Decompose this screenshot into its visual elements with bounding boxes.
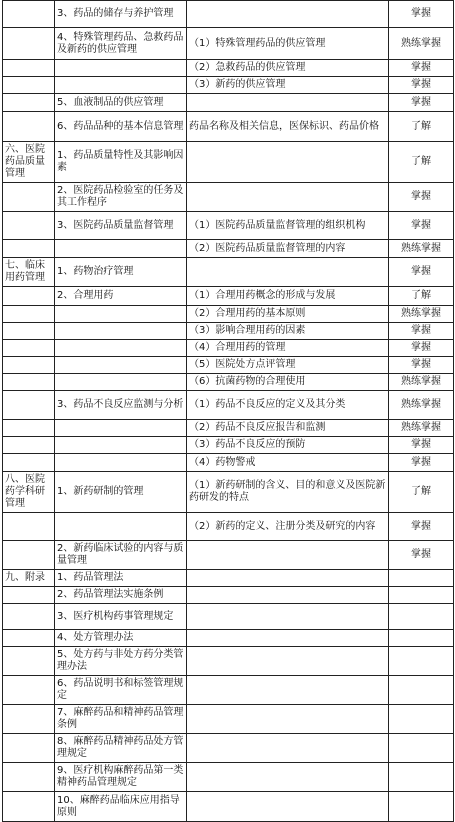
level-cell: 了解	[389, 472, 454, 513]
syllabus-table-body	[3, 1, 454, 822]
item-cell: 1、药物治疗管理	[55, 258, 187, 287]
table-row	[3, 705, 454, 734]
item-cell	[55, 513, 187, 541]
detail-cell: （3）影响合理用药的因素	[187, 323, 389, 340]
item-cell: 8、麻醉药品精神药品处方管理规定	[55, 734, 187, 763]
item-cell	[55, 420, 187, 437]
detail-cell: 药品名称及相关信息，医保标识、药品价格	[187, 112, 389, 142]
item-cell: 2、合理用药	[55, 287, 187, 306]
level-cell	[389, 705, 454, 734]
item-cell	[55, 240, 187, 258]
unit-cell	[3, 763, 55, 792]
level-cell	[389, 734, 454, 763]
unit-cell	[3, 454, 55, 472]
table-row	[3, 340, 454, 357]
level-cell: 熟练掌握	[389, 28, 454, 60]
item-cell: 2、医院药品检验室的任务及其工作程序	[55, 183, 187, 212]
table-row	[3, 287, 454, 306]
item-cell	[55, 454, 187, 472]
unit-cell	[3, 374, 55, 391]
table-row	[3, 647, 454, 676]
level-cell	[389, 792, 454, 822]
unit-cell	[3, 420, 55, 437]
level-cell: 掌握	[389, 541, 454, 570]
unit-cell	[3, 437, 55, 454]
table-row	[3, 763, 454, 792]
table-row	[3, 306, 454, 323]
level-cell: 熟练掌握	[389, 240, 454, 258]
level-cell: 掌握	[389, 77, 454, 94]
table-row	[3, 420, 454, 437]
unit-cell	[3, 212, 55, 240]
detail-cell: （1）医院药品质量监督管理的组织机构	[187, 212, 389, 240]
detail-cell	[187, 763, 389, 792]
level-cell: 掌握	[389, 513, 454, 541]
unit-cell	[3, 734, 55, 763]
unit-cell: 九、附录	[3, 570, 55, 587]
item-cell: 6、药品品种的基本信息管理	[55, 112, 187, 142]
unit-cell	[3, 306, 55, 323]
table-row	[3, 792, 454, 822]
table-row	[3, 676, 454, 705]
detail-cell	[187, 1, 389, 28]
level-cell: 了解	[389, 112, 454, 142]
table-row	[3, 258, 454, 287]
item-cell	[55, 77, 187, 94]
level-cell: 掌握	[389, 94, 454, 112]
level-cell: 熟练掌握	[389, 374, 454, 391]
item-cell: 2、药品管理法实施条例	[55, 587, 187, 604]
table-row	[3, 183, 454, 212]
unit-cell	[3, 705, 55, 734]
item-cell: 3、药品不良反应监测与分析	[55, 391, 187, 420]
level-cell	[389, 587, 454, 604]
table-row	[3, 587, 454, 604]
item-cell	[55, 374, 187, 391]
level-cell	[389, 763, 454, 792]
unit-cell	[3, 604, 55, 630]
item-cell	[55, 340, 187, 357]
item-cell	[55, 60, 187, 77]
table-row	[3, 240, 454, 258]
item-cell: 10、麻醉药品临床应用指导原则	[55, 792, 187, 822]
table-row	[3, 734, 454, 763]
unit-cell	[3, 183, 55, 212]
detail-cell: （4）合理用药的管理	[187, 340, 389, 357]
table-row	[3, 94, 454, 112]
table-row	[3, 357, 454, 374]
level-cell	[389, 570, 454, 587]
level-cell: 掌握	[389, 437, 454, 454]
detail-cell	[187, 587, 389, 604]
unit-cell: 六、医院药品质量管理	[3, 142, 55, 183]
item-cell: 7、麻醉药品和精神药品管理条例	[55, 705, 187, 734]
unit-cell	[3, 28, 55, 60]
detail-cell: （1）特殊管理药品的供应管理	[187, 28, 389, 60]
item-cell: 4、处方管理办法	[55, 630, 187, 647]
unit-cell	[3, 792, 55, 822]
detail-cell	[187, 183, 389, 212]
item-cell: 9、医疗机构麻醉药品第一类精神药品管理规定	[55, 763, 187, 792]
unit-cell	[3, 60, 55, 77]
level-cell: 掌握	[389, 340, 454, 357]
level-cell: 掌握	[389, 183, 454, 212]
unit-cell	[3, 323, 55, 340]
unit-cell	[3, 357, 55, 374]
table-row	[3, 142, 454, 183]
table-row	[3, 77, 454, 94]
detail-cell	[187, 258, 389, 287]
level-cell: 掌握	[389, 60, 454, 77]
unit-cell	[3, 340, 55, 357]
table-row	[3, 374, 454, 391]
unit-cell	[3, 1, 55, 28]
unit-cell: 七、临床用药管理	[3, 258, 55, 287]
unit-cell	[3, 77, 55, 94]
level-cell: 了解	[389, 287, 454, 306]
level-cell: 掌握	[389, 454, 454, 472]
level-cell: 了解	[389, 142, 454, 183]
unit-cell: 八、医院药学科研管理	[3, 472, 55, 513]
detail-cell	[187, 94, 389, 112]
detail-cell: （5）医院处方点评管理	[187, 357, 389, 374]
detail-cell: （2）合理用药的基本原则	[187, 306, 389, 323]
table-row	[3, 454, 454, 472]
detail-cell: （1）合理用药概念的形成与发展	[187, 287, 389, 306]
detail-cell: （1）药品不良反应的定义及其分类	[187, 391, 389, 420]
detail-cell	[187, 570, 389, 587]
detail-cell: （3）新药的供应管理	[187, 77, 389, 94]
item-cell: 1、药品质量特性及其影响因素	[55, 142, 187, 183]
unit-cell	[3, 647, 55, 676]
table-row	[3, 212, 454, 240]
item-cell: 5、处方药与非处方药分类管理办法	[55, 647, 187, 676]
level-cell: 掌握	[389, 258, 454, 287]
unit-cell	[3, 587, 55, 604]
detail-cell: （2）新药的定义、注册分类及研究的内容	[187, 513, 389, 541]
table-row	[3, 391, 454, 420]
unit-cell	[3, 513, 55, 541]
level-cell	[389, 647, 454, 676]
detail-cell	[187, 676, 389, 705]
unit-cell	[3, 676, 55, 705]
detail-cell: （2）急救药品的供应管理	[187, 60, 389, 77]
level-cell: 掌握	[389, 1, 454, 28]
detail-cell: （2）医院药品质量监督管理的内容	[187, 240, 389, 258]
level-cell	[389, 604, 454, 630]
unit-cell	[3, 287, 55, 306]
level-cell: 掌握	[389, 212, 454, 240]
detail-cell	[187, 705, 389, 734]
level-cell: 掌握	[389, 357, 454, 374]
level-cell	[389, 630, 454, 647]
detail-cell: （1）新药研制的含义、目的和意义及医院新药研发的特点	[187, 472, 389, 513]
item-cell: 3、药品的储存与养护管理	[55, 1, 187, 28]
detail-cell	[187, 734, 389, 763]
detail-cell	[187, 604, 389, 630]
detail-cell: （2）药品不良反应报告和监测	[187, 420, 389, 437]
unit-cell	[3, 391, 55, 420]
detail-cell: （3）药品不良反应的预防	[187, 437, 389, 454]
item-cell: 6、药品说明书和标签管理规定	[55, 676, 187, 705]
level-cell: 熟练掌握	[389, 306, 454, 323]
item-cell	[55, 357, 187, 374]
detail-cell: （6）抗菌药物的合理使用	[187, 374, 389, 391]
table-row	[3, 437, 454, 454]
item-cell: 1、药品管理法	[55, 570, 187, 587]
table-row	[3, 570, 454, 587]
detail-cell	[187, 630, 389, 647]
unit-cell	[3, 112, 55, 142]
table-row	[3, 472, 454, 513]
table-row	[3, 1, 454, 28]
level-cell: 熟练掌握	[389, 420, 454, 437]
item-cell: 2、新药临床试验的内容与质量管理	[55, 541, 187, 570]
detail-cell	[187, 647, 389, 676]
table-row	[3, 28, 454, 60]
table-row	[3, 60, 454, 77]
item-cell: 1、新药研制的管理	[55, 472, 187, 513]
table-row	[3, 630, 454, 647]
detail-cell	[187, 792, 389, 822]
table-row	[3, 541, 454, 570]
item-cell: 3、医院药品质量监督管理	[55, 212, 187, 240]
syllabus-table	[2, 0, 454, 822]
item-cell	[55, 323, 187, 340]
unit-cell	[3, 541, 55, 570]
table-row	[3, 323, 454, 340]
level-cell: 掌握	[389, 323, 454, 340]
detail-cell: （4）药物警戒	[187, 454, 389, 472]
unit-cell	[3, 240, 55, 258]
item-cell: 3、医疗机构药事管理规定	[55, 604, 187, 630]
unit-cell	[3, 94, 55, 112]
level-cell	[389, 676, 454, 705]
detail-cell	[187, 142, 389, 183]
table-row	[3, 112, 454, 142]
item-cell: 4、特殊管理药品、急救药品及新药的供应管理	[55, 28, 187, 60]
table-row	[3, 604, 454, 630]
item-cell	[55, 306, 187, 323]
detail-cell	[187, 541, 389, 570]
table-row	[3, 513, 454, 541]
unit-cell	[3, 630, 55, 647]
item-cell: 5、血液制品的供应管理	[55, 94, 187, 112]
item-cell	[55, 437, 187, 454]
level-cell: 熟练掌握	[389, 391, 454, 420]
